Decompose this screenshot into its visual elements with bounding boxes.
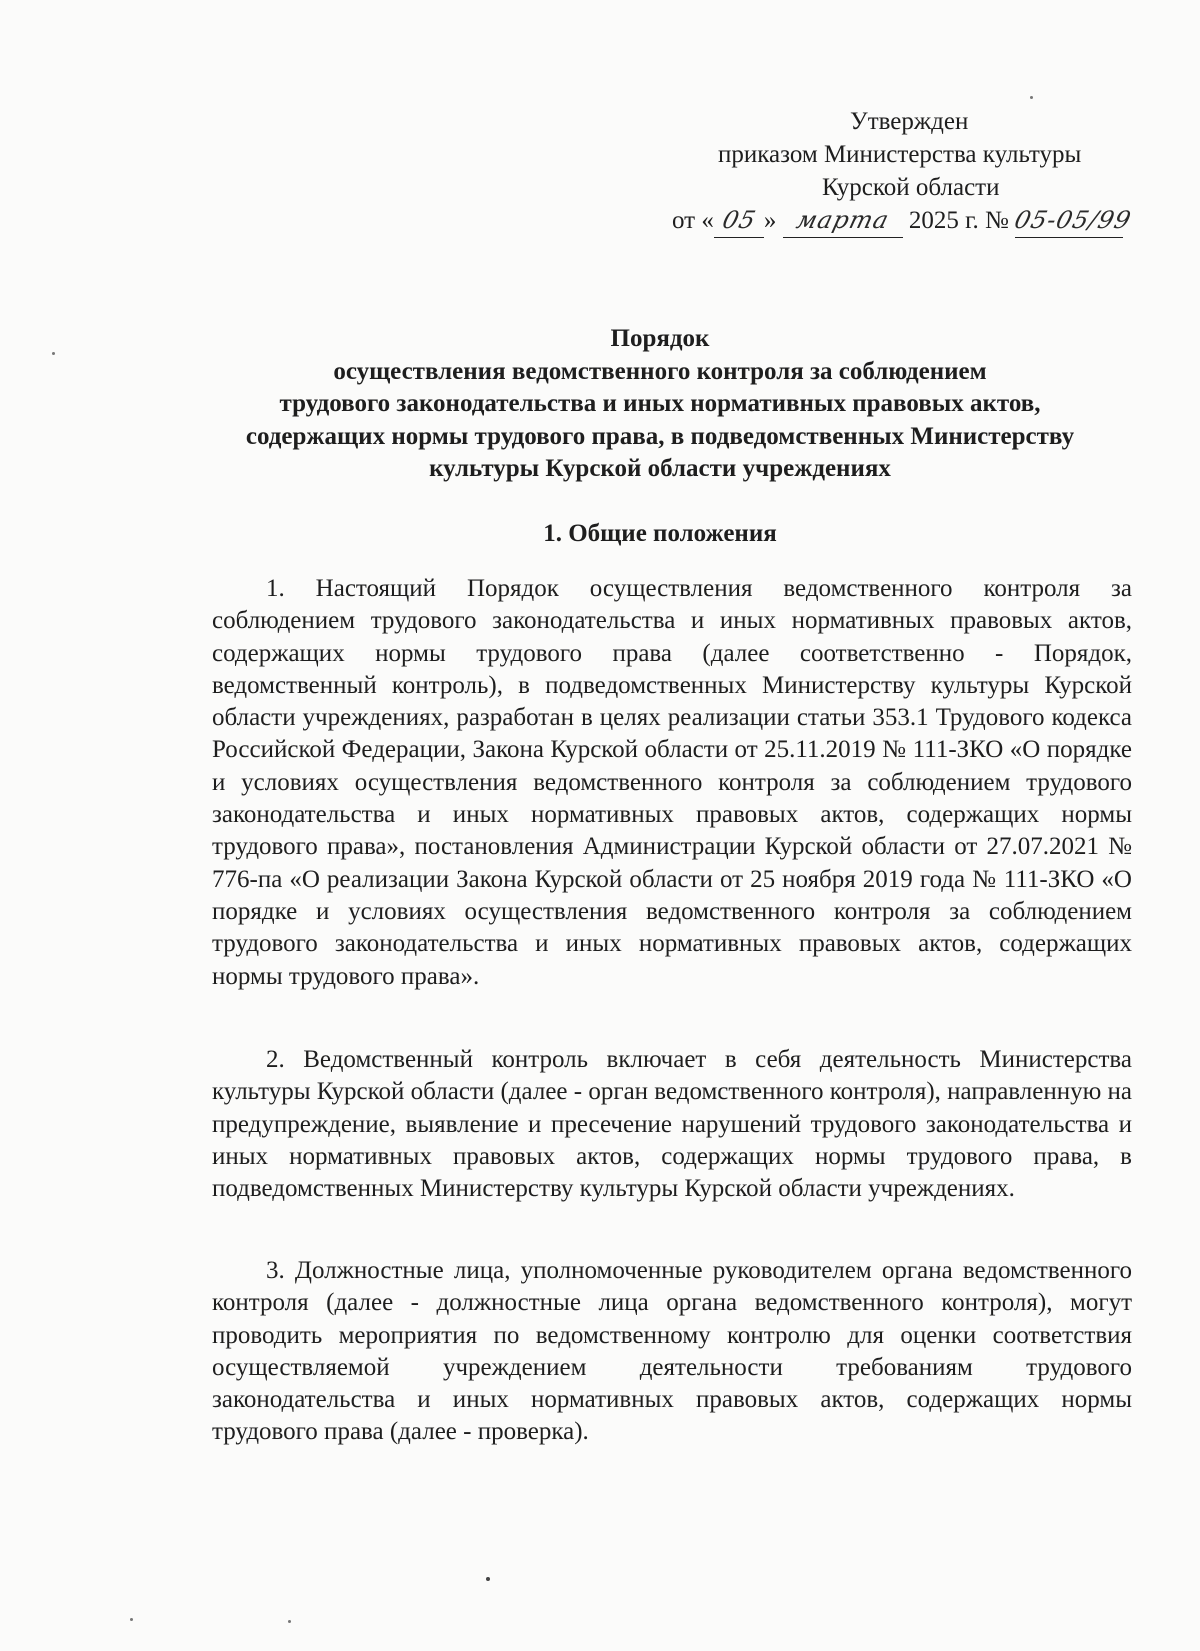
document-title: [190, 323, 1130, 486]
section-heading-general: 1. Общие положения: [543, 520, 777, 547]
title-line-3: трудового законодательства и иных нормативных правовых актов,: [279, 390, 1041, 417]
title-line-4: содержащих нормы трудового права, в подведомственных Министерству: [245, 422, 1075, 450]
paragraph-3: 3. Должностные лица, уполномоченные руководителем органа ведомственного контроля (далее - должностные лица органа ведомственного контроля), могут проводить мероприятия по ведомственному контролю для оценки соответствия осуществляемой учреждением деятельности требованиям трудового законодательства и иных нормативных правовых актов, содержащих нормы трудового права (далее - проверка).: [212, 1257, 1132, 1446]
scan-speck: [486, 1577, 490, 1581]
title-line-1: Порядок: [610, 325, 710, 352]
scan-speck: [288, 1620, 291, 1623]
scan-speck: [1030, 96, 1033, 99]
order-number-field: [1011, 204, 1135, 238]
scan-speck: [52, 352, 55, 355]
approval-date-line: [660, 204, 1140, 238]
date-day-field: [714, 204, 764, 238]
approval-region-line: Курской области: [822, 174, 1000, 201]
approval-order-line: приказом Министерства культуры: [718, 141, 1082, 168]
date-prefix: от «: [672, 207, 714, 234]
order-number-handwritten: 05-05/99: [1011, 206, 1135, 234]
paragraph-1: 1. Настоящий Порядок осуществления ведомственного контроля за соблюдением трудового законодательства и иных нормативных правовых актов, содержащих нормы трудового права (далее соответственно - Порядок, ведомственный контроль), в подведомственных Министерству культуры Курской области учреждениях, разработан в целях реализации статьи 353.1 Трудового кодекса Российской Федерации, Закона Курской области от 25.11.2019 № 111-ЗКО «О порядке и условиях осуществления ведомственного контроля за соблюдением трудового законодательства и иных нормативных правовых актов, содержащих нормы трудового права», постановления Администрации Курской области от 27.07.2021 № 776-па «О реализации Закона Курской области от 25 ноября 2019 года № 111-ЗКО «О порядке и условиях осуществления ведомственного контроля за соблюдением трудового законодательства и иных нормативных правовых актов, содержащих нормы трудового права».: [212, 575, 1132, 990]
paragraph-2: 2. Ведомственный контроль включает в себя деятельность Министерства культуры Курской области (далее - орган ведомственного контроля), направленную на предупреждение, выявление и пресечение нарушений трудового законодательства и иных нормативных правовых актов, содержащих нормы трудового права, в подведомственных Министерству культуры Курской области учреждениях.: [212, 1046, 1132, 1203]
date-month-handwritten: марта: [793, 206, 893, 234]
date-year-text: 2025 г. №: [908, 207, 1009, 234]
approval-label: Утвержден: [850, 108, 969, 135]
date-month-field: [783, 204, 903, 238]
title-line-2: осуществления ведомственного контроля за соблюдением: [333, 357, 987, 385]
scan-speck: [130, 1618, 133, 1621]
title-line-5: культуры Курской области учреждениях: [429, 455, 891, 482]
approval-stamp: [660, 105, 1140, 238]
date-quote-close: »: [763, 207, 777, 234]
date-day-handwritten: 05: [719, 206, 759, 234]
